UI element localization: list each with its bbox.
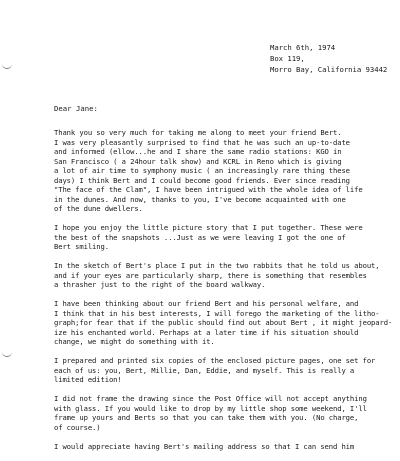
text-line: Thank you so very much for taking me along to meet your friend Bert. [54, 128, 342, 137]
text-line: frame up yours and Berts so that you can take them with you. (No charge, [54, 413, 359, 422]
text-line: in the dunes. And now, thanks to you, I've become acquainted with one [54, 194, 346, 204]
text-line: with glass. If you would like to drop by my little shop some weekend, I'll [54, 403, 367, 413]
text-line: I would appreciate having Bert's mailing address so that I can send him [54, 441, 355, 451]
paragraph [54, 223, 394, 252]
text-line: I hope you enjoy the little picture story that I put together. These were [54, 223, 363, 232]
salutation: Dear Jane: [54, 104, 98, 113]
text-line: days) I think Bert and I could become good friends. Ever since reading [54, 175, 350, 185]
text-line: of the dune dwellers. [54, 204, 143, 213]
text-line: a thrasher just to the right of the board walkway. [54, 280, 266, 289]
address-city: Morro Bay, California 93442 [270, 65, 388, 74]
text-line: change, we might do something with it. [54, 337, 215, 346]
text-line: and informed (ellow...he and I share the same radio stations: KGO in [54, 147, 342, 156]
text-line: each of us: you, Bert, Millie, Dan, Eddie, and myself. This is really a [54, 365, 355, 375]
letter-body [54, 128, 394, 461]
text-line: ize his enchanted world. Perhaps at a later time if his situation should [54, 327, 359, 337]
hole-mark-top [2, 62, 12, 69]
text-line: graph;for fear that if the public should find out about Bert , it might jeopard- [54, 318, 393, 327]
text-line: I think that in his best interests, I will forego the marketing of the litho- [54, 308, 380, 318]
sender-address-block [270, 42, 387, 75]
paragraph [54, 299, 394, 347]
text-line: of course.) [54, 422, 101, 432]
text-line: I have been thinking about our friend Bert and his personal welfare, and [54, 299, 359, 308]
text-line: a lot of air time to symphony music ( an increasingly rare thing these [54, 166, 350, 175]
paragraph [54, 442, 394, 452]
text-line: "The face of the Clam", I have been intrigued with the whole idea of life [54, 185, 363, 194]
text-line: I did not frame the drawing since the Post Office will not accept anything [54, 394, 367, 403]
text-line: limited edition! [54, 375, 122, 384]
paragraph [54, 261, 394, 290]
text-line: I prepared and printed six copies of the enclosed picture pages, one set for [54, 356, 376, 365]
paragraph [54, 356, 394, 385]
text-line: In the sketch of Bert's place I put in the two rabbits that he told us about, [54, 261, 380, 270]
text-line: San Francisco ( a 24hour talk show) and KCRL in Reno which is giving [54, 156, 342, 166]
text-line: and if your eyes are particularly sharp, there is something that resembles [54, 270, 367, 280]
letter-date: March 6th, 1974 [270, 43, 336, 52]
text-line: the best of the snapshots ...Just as we were leaving I got the one of [54, 232, 346, 242]
text-line: Bert smiling. [54, 242, 109, 251]
paragraph [54, 128, 394, 214]
text-line: I was very pleasantly surprised to find that he was such an up-to-date [54, 137, 350, 147]
hole-mark-bottom [2, 350, 12, 357]
address-box: Box 119, [270, 54, 305, 63]
